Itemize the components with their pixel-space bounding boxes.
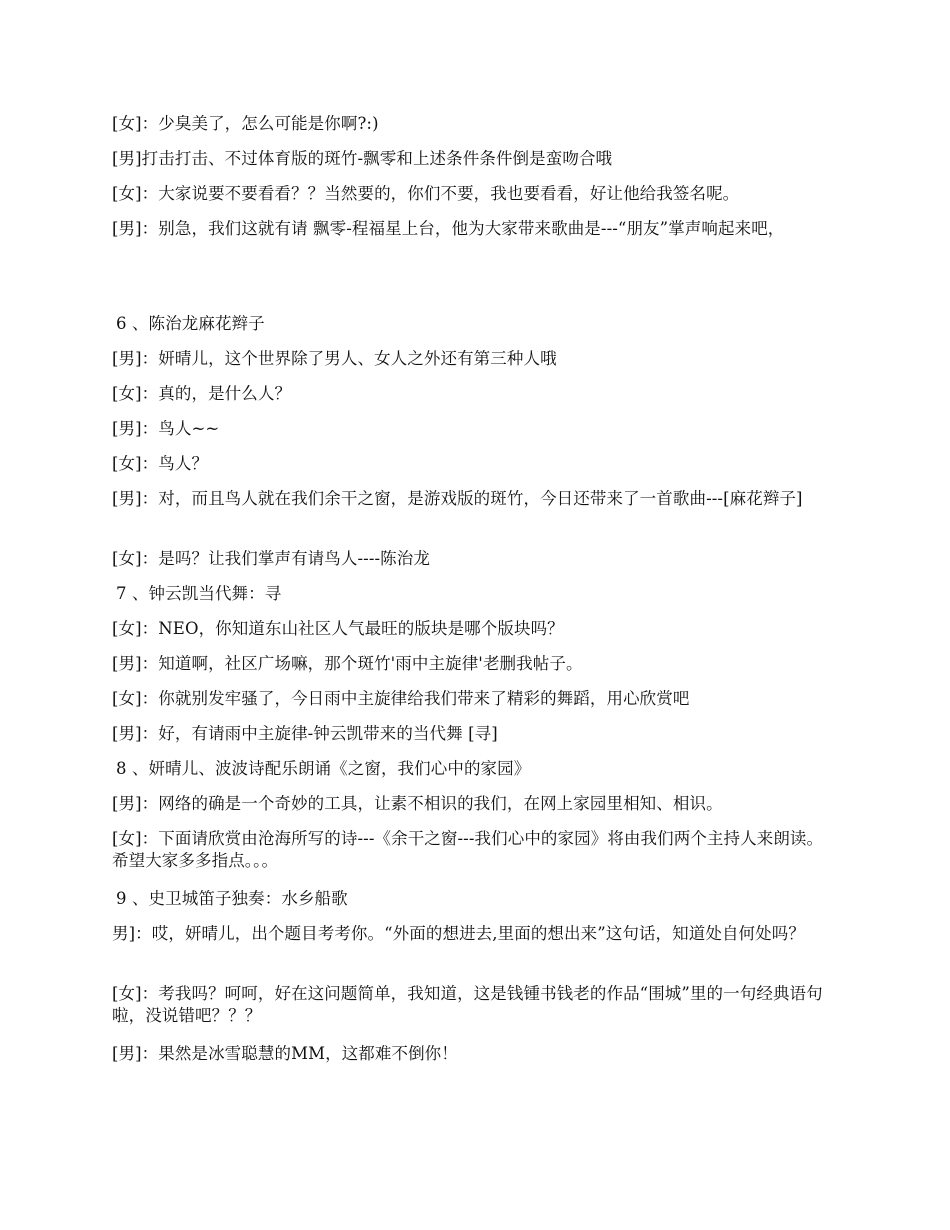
- dialogue-line: [男]：知道啊，社区广场嘛，那个斑竹'雨中主旋律'老删我帖子。: [112, 654, 583, 673]
- section-heading: 6 、陈治龙麻花辫子: [116, 314, 265, 333]
- dialogue-line: [男]：网络的确是一个奇妙的工具，让素不相识的我们，在网上家园里相知、相识。: [112, 794, 723, 813]
- dialogue-line: [女]：真的，是什么人？: [112, 384, 292, 403]
- dialogue-line: [男]：对，而且鸟人就在我们余干之窗，是游戏版的斑竹，今日还带来了一首歌曲---[麻花辫子]: [112, 489, 803, 508]
- dialogue-line: [男]：果然是冰雪聪慧的MM，这都难不倒你！: [112, 1044, 458, 1063]
- section-heading: 8 、妍晴儿、波波诗配乐朗诵《之窗，我们心中的家园》: [116, 759, 531, 778]
- dialogue-line: [男]：好，有请雨中主旋律-钟云凯带来的当代舞 [寻]: [112, 724, 498, 743]
- dialogue-line: [女]：大家说要不要看看？？当然要的，你们不要，我也要看看，好让他给我签名呢。: [112, 184, 740, 203]
- section-heading: 9 、史卫城笛子独奏：水乡船歌: [116, 889, 348, 908]
- dialogue-line: [女]：你就别发牢骚了，今日雨中主旋律给我们带来了精彩的舞蹈，用心欣赏吧: [112, 689, 690, 708]
- dialogue-line: [男]：妍晴儿，这个世界除了男人、女人之外还有第三种人哦: [112, 349, 557, 368]
- dialogue-line: [女]：是吗？让我们掌声有请鸟人----陈治龙: [112, 549, 430, 568]
- dialogue-line: [男]：鸟人~~: [112, 419, 220, 438]
- dialogue-line: [女]：下面请欣赏由沧海所写的诗---《余干之窗---我们心中的家园》将由我们两个主持人来朗读。希望大家多多指点。。。: [112, 829, 824, 870]
- dialogue-line: [女]：少臭美了，怎么可能是你啊?:): [112, 114, 379, 133]
- section-heading: 7 、钟云凯当代舞：寻: [116, 584, 282, 603]
- dialogue-line: [男]：别急，我们这就有请 飘零-程福星上台，他为大家带来歌曲是---“朋友”掌声响起来吧，: [112, 219, 785, 238]
- dialogue-line: [女]：考我吗？呵呵，好在这问题简单，我知道，这是钱锺书钱老的作品“围城”里的一句经典语句啦，没说错吧？？？: [112, 984, 823, 1025]
- dialogue-line: 男]：哎，妍晴儿，出个题目考考你。“外面的想进去,里面的想出来”这句话，知道处自何处吗？: [112, 924, 805, 943]
- dialogue-line: [女]：鸟人？: [112, 454, 209, 473]
- dialogue-line: [女]：NEO，你知道东山社区人气最旺的版块是哪个版块吗？: [112, 619, 564, 638]
- dialogue-line: [男]打击打击、不过体育版的斑竹-飘零和上述条件条件倒是蛮吻合哦: [112, 149, 613, 168]
